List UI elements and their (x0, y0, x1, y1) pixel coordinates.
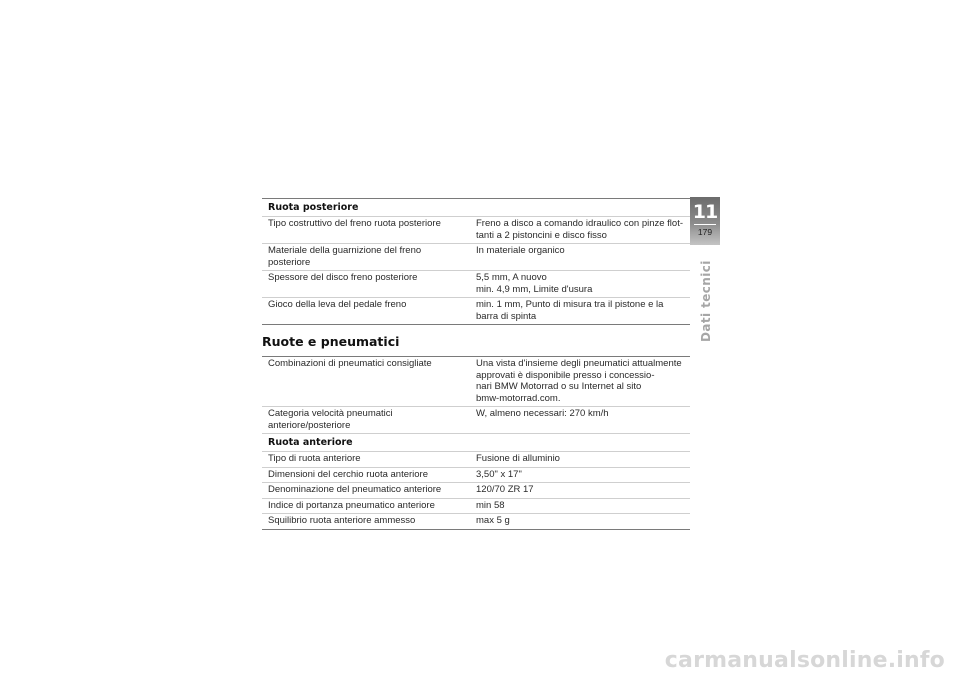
chapter-title: Dati tecnici (699, 260, 713, 342)
spec-value: 120/70 ZR 17 (476, 484, 534, 495)
spec-value: max 5 g (476, 515, 510, 526)
spec-value: In materiale organico (476, 245, 565, 256)
table-row (262, 499, 690, 515)
spec-label: Denominazione del pneumatico anteriore (268, 484, 442, 495)
rear-wheel-heading: Ruota posteriore (262, 199, 690, 217)
table-row (262, 217, 690, 244)
spec-label: Combinazioni di pneumatici consigliate (268, 358, 432, 369)
spec-value: 5,5 mm, A nuovo min. 4,9 mm, Limite d'usura (476, 272, 593, 295)
table-row (262, 244, 690, 271)
page-number: 179 (697, 227, 713, 237)
table-row (262, 483, 690, 499)
chapter-number: 11 (692, 201, 718, 223)
spec-value: Freno a disco a comando idraulico con pinze flot- tanti a 2 pistoncini e disco fisso (476, 218, 684, 241)
spec-label: Gioco della leva del pedale freno (268, 299, 407, 310)
spec-label: Dimensioni del cerchio ruota anteriore (268, 468, 428, 480)
spec-label: Indice di portanza pneumatico anteriore (268, 499, 435, 511)
table-row (262, 514, 690, 529)
spec-value: min. 1 mm, Punto di misura tra il pistone e la barra di spinta (476, 299, 664, 322)
spec-value: 3,50" x 17" (476, 468, 522, 480)
rear-wheel-table (262, 198, 690, 324)
table-row (262, 407, 690, 434)
spec-label: Spessore del disco freno posteriore (268, 272, 418, 283)
tyres-table (262, 356, 690, 530)
spec-value: Fusione di alluminio (476, 453, 560, 464)
spec-value: Una vista d'insieme degli pneumatici attualmente approvati è disponibile presso i concessio- nari BMW Motorrad o su Internet al sito bmw-motorrad.com. (476, 358, 682, 404)
table-row (262, 468, 690, 484)
spec-label: Categoria velocità pneumatici anteriore/posteriore (268, 408, 393, 431)
table-row (262, 298, 690, 324)
spec-label: Tipo di ruota anteriore (268, 453, 361, 464)
spec-value: min 58 (476, 499, 505, 511)
spec-value: W, almeno necessari: 270 km/h (476, 408, 609, 419)
section-title: Ruote e pneumatici (262, 324, 690, 356)
content-area (262, 198, 690, 530)
watermark: carmanualsonline.info (664, 648, 945, 673)
chapter-tab (690, 197, 720, 245)
table-row (262, 357, 690, 407)
spec-label: Squilibrio ruota anteriore ammesso (268, 515, 416, 526)
table-row (262, 271, 690, 298)
chapter-divider (694, 224, 716, 225)
spec-label: Tipo costruttivo del freno ruota posteriore (268, 218, 441, 229)
table-row (262, 452, 690, 468)
front-wheel-heading: Ruota anteriore (262, 434, 690, 452)
spec-label: Materiale della guarnizione del freno posteriore (268, 245, 422, 268)
